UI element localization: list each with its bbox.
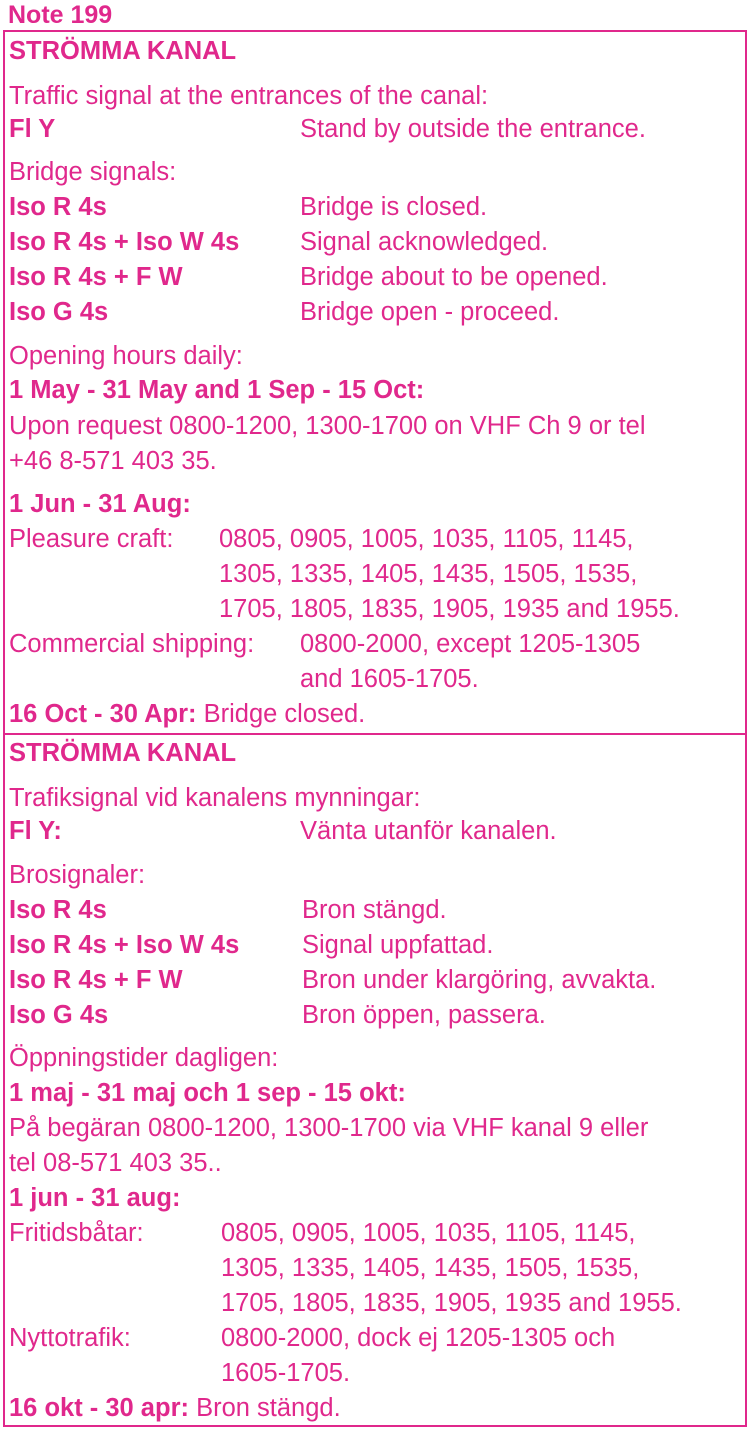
pleasure-label: Pleasure craft: [9, 525, 174, 553]
bridge-heading: Bridge signals: [9, 158, 177, 186]
traffic-meaning: Vänta utanför kanalen. [300, 817, 557, 845]
bridge-heading: Brosignaler: [9, 861, 146, 889]
traffic-signal: Fl Y: [9, 817, 62, 845]
bridge-meaning: Bridge open - proceed. [300, 298, 560, 326]
period-text: Upon request 0800-1200, 1300-1700 on VHF Ch 9 or tel [9, 412, 646, 440]
period-heading: 1 Jun - 31 Aug: [9, 490, 191, 518]
period-heading: 1 maj - 31 maj och 1 sep - 15 okt: [9, 1079, 406, 1107]
bridge-signal: Iso R 4s + F W [9, 263, 183, 291]
commercial-label: Nyttotrafik: [9, 1324, 131, 1352]
section-title: STRÖMMA KANAL [9, 37, 237, 65]
bridge-meaning: Signal uppfattad. [302, 931, 494, 959]
period-heading: 1 jun - 31 aug: [9, 1184, 181, 1212]
bridge-meaning: Bron öppen, passera. [302, 1001, 546, 1029]
commercial-label: Commercial shipping: [9, 630, 255, 658]
hours-heading: Opening hours daily: [9, 342, 243, 370]
pleasure-times: 1705, 1805, 1835, 1905, 1935 and 1955. [219, 595, 680, 623]
period-text: På begäran 0800-1200, 1300-1700 via VHF kanal 9 eller [9, 1114, 649, 1142]
period-text: tel 08-571 403 35.. [9, 1149, 222, 1177]
traffic-heading: Traffic signal at the entrances of the canal: [9, 82, 489, 110]
period-heading: 16 okt - 30 apr: [9, 1394, 189, 1422]
closed-period [9, 699, 365, 729]
period-heading: 16 Oct - 30 Apr: [9, 700, 197, 728]
bridge-signal: Iso R 4s [9, 896, 107, 924]
traffic-meaning: Stand by outside the entrance. [300, 115, 646, 143]
bridge-meaning: Bridge about to be opened. [300, 263, 608, 291]
commercial-times: 0800-2000, except 1205-1305 [300, 630, 641, 658]
pleasure-times: 1305, 1335, 1405, 1435, 1505, 1535, [219, 560, 638, 588]
period-text: +46 8-571 403 35. [9, 447, 217, 475]
closed-period [9, 1393, 341, 1423]
bridge-signal: Iso G 4s [9, 298, 109, 326]
pleasure-label: Fritidsbåtar: [9, 1219, 144, 1247]
period-heading: 1 May - 31 May and 1 Sep - 15 Oct: [9, 376, 425, 404]
hours-heading: Öppningstider dagligen: [9, 1044, 279, 1072]
pleasure-times: 0805, 0905, 1005, 1035, 1105, 1145, [221, 1219, 636, 1247]
traffic-signal: Fl Y [9, 115, 56, 143]
section-title: STRÖMMA KANAL [9, 739, 237, 767]
pleasure-times: 1305, 1335, 1405, 1435, 1505, 1535, [221, 1254, 640, 1282]
bridge-signal: Iso R 4s + Iso W 4s [9, 228, 240, 256]
bridge-meaning: Bridge is closed. [300, 193, 488, 221]
traffic-heading: Trafiksignal vid kanalens mynningar: [9, 784, 421, 812]
note-title: Note 199 [8, 1, 113, 29]
bridge-meaning: Bron under klargöring, avvakta. [302, 966, 657, 994]
bridge-meaning: Signal acknowledged. [300, 228, 549, 256]
pleasure-times: 0805, 0905, 1005, 1035, 1105, 1145, [219, 525, 634, 553]
bridge-signal: Iso R 4s [9, 193, 107, 221]
bridge-signal: Iso G 4s [9, 1001, 109, 1029]
period-text: Bridge closed. [203, 700, 366, 728]
commercial-times: 1605-1705. [221, 1359, 351, 1387]
period-text: Bron stängd. [196, 1394, 341, 1422]
pleasure-times: 1705, 1805, 1835, 1905, 1935 and 1955. [221, 1289, 682, 1317]
bridge-signal: Iso R 4s + Iso W 4s [9, 931, 240, 959]
bridge-meaning: Bron stängd. [302, 896, 447, 924]
commercial-times: 0800-2000, dock ej 1205-1305 och [221, 1324, 616, 1352]
bridge-signal: Iso R 4s + F W [9, 966, 183, 994]
commercial-times: and 1605-1705. [300, 665, 479, 693]
